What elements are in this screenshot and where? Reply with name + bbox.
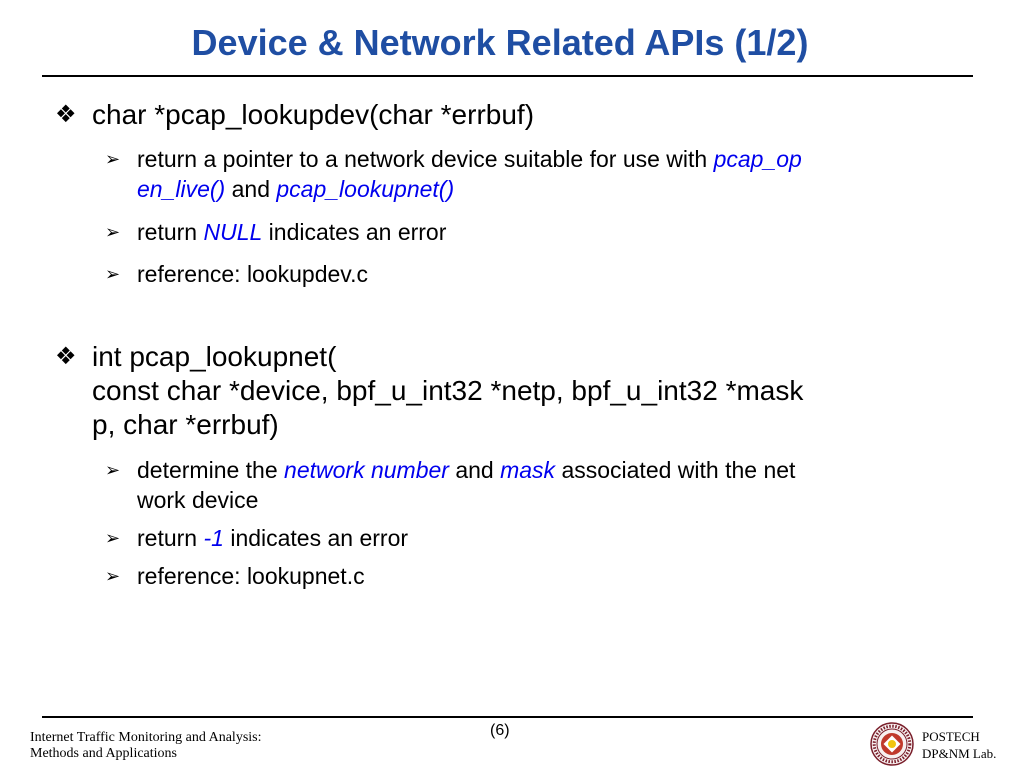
footer-divider [42,716,973,718]
arrowhead-bullet-icon: ➢ [105,460,121,480]
arrowhead-bullet-icon: ➢ [105,222,121,242]
slide-title: Device & Network Related APIs (1/2) [191,22,809,63]
university-seal-icon [870,722,914,766]
arrowhead-bullet-icon: ➢ [105,566,121,586]
page-number: (6) [490,722,510,739]
title-divider [42,75,973,77]
diamond-star-icon: ❖ [55,343,77,370]
diamond-star-icon: ❖ [55,101,77,128]
arrowhead-bullet-icon: ➢ [105,149,121,169]
arrowhead-bullet-icon: ➢ [105,528,121,548]
footer-lab-name: POSTECH DP&NM Lab. [922,729,997,761]
footer-course-title: Internet Traffic Monitoring and Analysis: Methods and Applications [30,730,262,761]
arrowhead-bullet-icon: ➢ [105,264,121,284]
